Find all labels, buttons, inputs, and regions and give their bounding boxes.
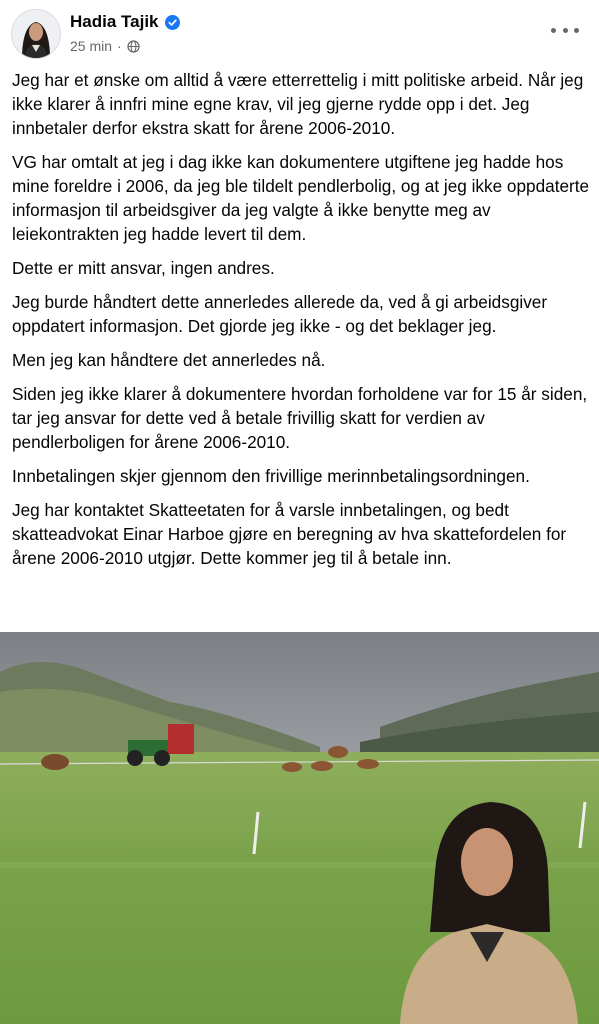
post-paragraph: Jeg har et ønske om alltid å være etterrettelig i mitt politiske arbeid. Når jeg ikke klarer å innfri mine egne krav, vil jeg gjerne rydde opp i det. Jeg innbetaler derfor ekstra skatt for årene 2006-2010.: [12, 70, 584, 138]
post-meta: [70, 38, 140, 54]
more-dot: [574, 28, 579, 33]
post-paragraph: Jeg burde håndtert dette annerledes allerede da, ved å gi arbeidsgiver oppdatert informasjon. Det gjorde jeg ikke - og det beklager jeg.: [12, 292, 548, 336]
author-name[interactable]: Hadia Tajik: [70, 12, 159, 31]
post-paragraph: Men jeg kan håndtere det annerledes nå.: [12, 350, 326, 370]
avatar-image: [12, 10, 60, 58]
post-text: [12, 68, 590, 580]
globe-icon[interactable]: [127, 40, 140, 53]
verified-badge-icon: [165, 15, 180, 30]
author-name-row: [70, 12, 180, 32]
post-paragraph: Jeg har kontaktet Skatteetaten for å varsle innbetalingen, og bedt skatteadvokat Einar Harboe gjøre en beregning av hva skattefordelen for årene 2006-2010 utgjør. Dette kommer jeg til å betale inn.: [12, 500, 567, 568]
post-paragraph: Innbetalingen skjer gjennom den frivillige merinnbetalingsordningen.: [12, 466, 530, 486]
post-photo[interactable]: [0, 632, 599, 1024]
post-paragraph: VG har omtalt at jeg i dag ikke kan dokumentere utgiftene jeg hadde hos mine foreldre i 2006, da jeg ble tildelt pendlerbolig, og at jeg ikke oppdaterte informasjon til arbeidsgiver da jeg valgte å ikke benytte meg av leiekontrakten jeg hadde levert til dem.: [12, 152, 590, 244]
post-timestamp[interactable]: 25 min: [70, 38, 113, 54]
more-dot: [563, 28, 568, 33]
post-header: [0, 0, 599, 66]
more-dot: [551, 28, 556, 33]
post-paragraph: Siden jeg ikke klarer å dokumentere hvordan forholdene var for 15 år siden, tar jeg ansvar for dette ved å betale frivillig skatt for verdien av pendlerboligen for årene 2006-2010.: [12, 384, 588, 452]
post-paragraph: Dette er mitt ansvar, ingen andres.: [12, 258, 275, 278]
photo-image: [0, 632, 599, 1024]
avatar[interactable]: [12, 10, 60, 58]
meta-separator: ·: [117, 38, 122, 54]
more-options-icon[interactable]: [551, 18, 579, 42]
